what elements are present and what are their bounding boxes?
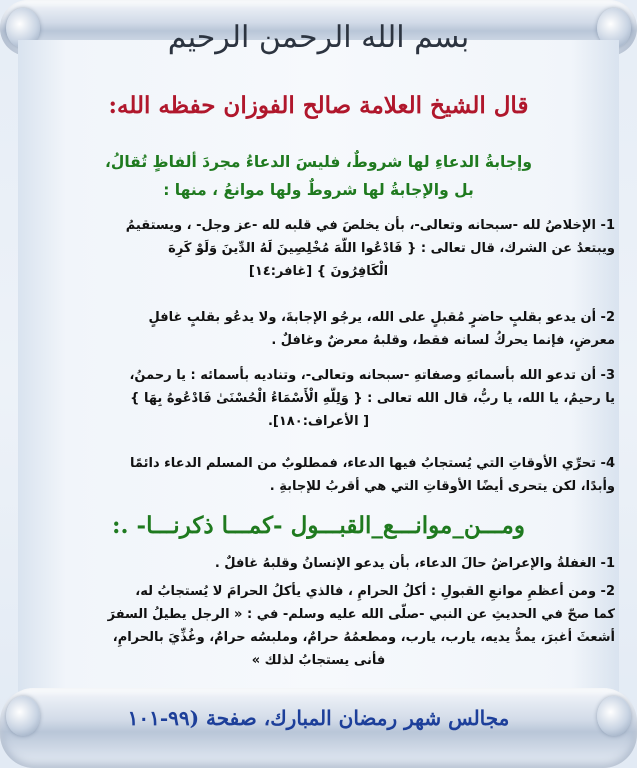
point-1	[22, 214, 615, 283]
point-2	[22, 306, 615, 352]
intro-text	[30, 148, 607, 204]
point-line: [ الأعراف:١٨٠].	[267, 414, 370, 429]
page-title: قال الشيخ العلامة صالح الفوزان حفظه الله:	[108, 92, 529, 119]
intro-line: بل والإجابةُ لها شروطٌ ولها موانعُ ، منها :	[163, 181, 474, 199]
obstacle-2	[22, 580, 615, 672]
point-line: أشعثَ أغبرَ، يمدُّ يديه، يارب، يارب، ومطعمُهُ حرامٌ، وملبسُه حرامٌ، وغُذِّيَ بالحرامِ،	[112, 630, 615, 645]
point-4	[22, 452, 615, 498]
intro-line: وإجابةُ الدعاءِ لها شروطٌ، فليسَ الدعاءُ مجردَ ألفاظٍ تُقالُ،	[105, 153, 532, 171]
point-line: 2- ومن أعظمِ موانعِ القبولِ : أكلُ الحرامِ ، فالذي يأكلُ الحرامَ لا يُستجابُ له،	[135, 584, 615, 599]
point-3	[22, 364, 615, 433]
point-line: 3- أن تدعو الله بأسمائهِ وصفاتهِ -سبحانه وتعالى-، وتناديه بأسمائه : يا رحمنُ،	[129, 368, 615, 383]
point-line: معرضٍ، فإنما يحركُ لسانه فقط، وقلبهُ معرضٌ وغافلٌ .	[271, 333, 615, 348]
subheading: ومـــن_موانـــع_القبـــول -كمـــا ذكرنـــا- .:	[112, 512, 525, 539]
point-line: ويبتعدُ عن الشرك، قال تعالى : { فَادْعُوا اللَّهَ مُخْلِصِينَ لَهُ الدِّينَ وَلَوْ كَرِهَ	[168, 241, 615, 256]
point-line: كما صحّ في الحديثِ عن النبي -صلّى الله عليه وسلم- في : « الرجل يطيلُ السفرَ	[107, 607, 615, 622]
point-line: فأنى يستجابُ لذلك »	[251, 653, 386, 668]
point-line: 2- أن يدعو بقلبٍ حاضرٍ مُقبلٍ على الله، يرجُو الإجابةَ، ولا يدعُو بقلبٍ غافلٍ	[148, 310, 615, 325]
point-line: 4- تحرِّي الأوقاتِ التي يُستجابُ فيها الدعاء، فمطلوبٌ من المسلم الدعاء دائمًا	[130, 456, 615, 471]
point-line: الْكَافِرُونَ } [غافر:١٤]	[248, 264, 389, 279]
source-citation: مجالس شهر رمضان المبارك، صفحة (٩٩-١٠١	[127, 706, 510, 730]
basmala-calligraphy: بسم الله الرحمن الرحيم	[167, 20, 470, 55]
point-line: يا رحيمُ، يا الله، يا ربُّ، قال الله تعالى : { وَلِلَّهِ الْأَسْمَاءُ الْحُسْنَىٰ فَادْعُوهُ بِهَا }	[130, 391, 615, 406]
point-line: وأبدًا، لكن يتحرى أيضًا الأوقاتِ التي هي أقربُ للإجابةِ .	[269, 479, 615, 494]
point-line: 1- الغفلةُ والإعراضُ حالَ الدعاء، بأن يدعو الإنسانُ وقلبهُ غافلٌ .	[214, 556, 615, 571]
obstacle-1	[22, 552, 615, 575]
point-line: 1- الإخلاصُ لله -سبحانه وتعالى-، بأن يخلصَ في قلبه لله -عز وجل- ، ويستقيمُ	[125, 218, 615, 233]
